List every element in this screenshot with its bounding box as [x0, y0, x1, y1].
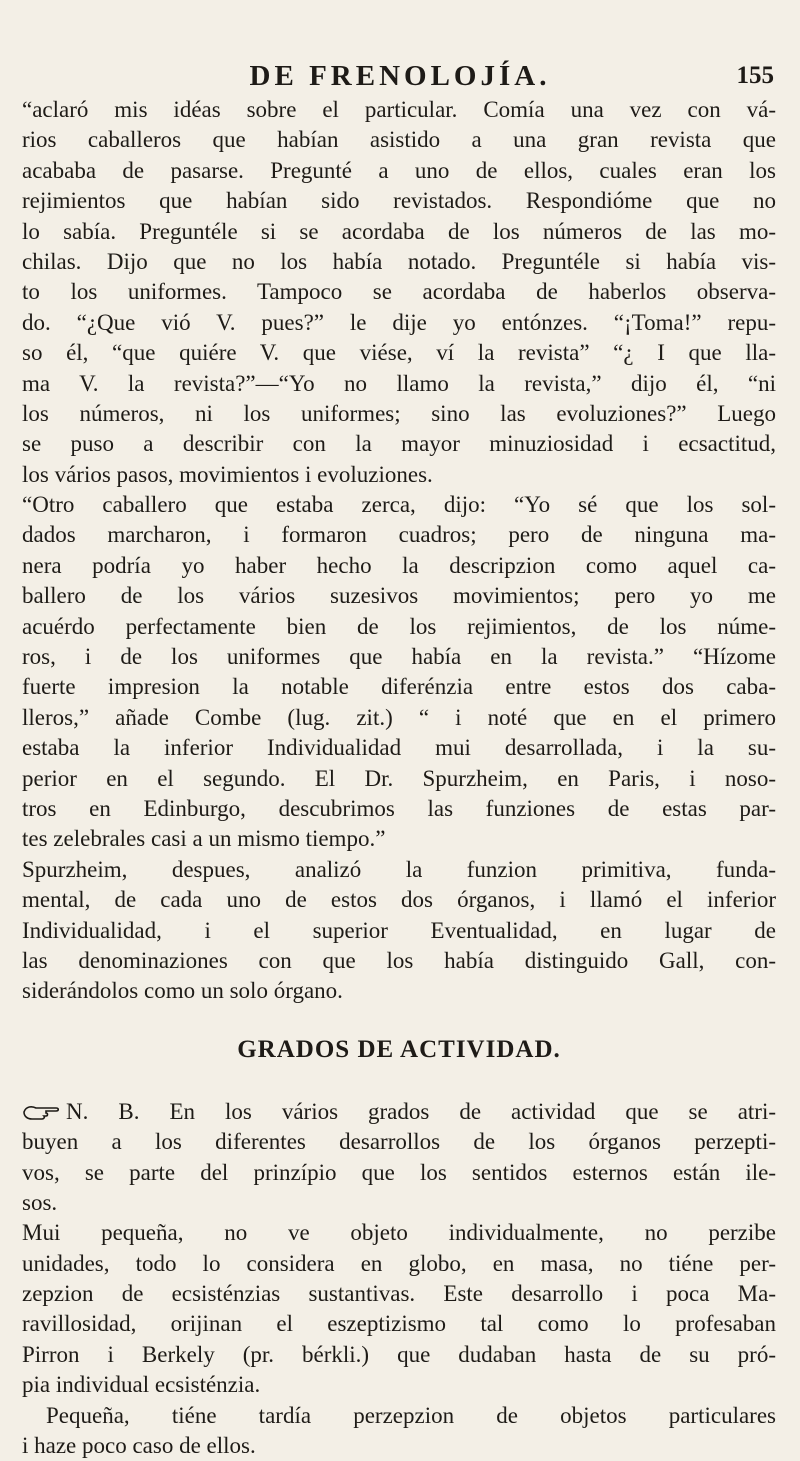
text-line: lleros,” añade Combe (lug. zit.) “ i noté que en el primero: [22, 704, 776, 730]
text-line: chilas. Dijo que no los había notado. Preguntéle si había vis-: [22, 248, 776, 274]
paragraph-review-anecdote: [22, 95, 776, 490]
text-line: so él, “que quiére V. que viése, ví la revista” “¿ I que lla-: [22, 340, 776, 366]
text-line: ravillosidad, orijinan el eszeptizismo tal como lo profesaban: [22, 1311, 776, 1337]
text-line: mental, de cada uno de estos dos órganos, i llamó el inferior: [22, 887, 776, 913]
text-line: acuérdo perfectamente bien de los rejimientos, de los núme-: [22, 613, 776, 639]
running-head: [18, 60, 782, 96]
text-line: rios caballeros que habían asistido a una gran revista que: [22, 127, 776, 153]
text-line: siderándolos como un solo órgano.: [22, 978, 343, 1004]
paragraph-spurzheim: [22, 855, 776, 1007]
text-line: tes zelebrales casi a un mismo tiempo.”: [22, 826, 386, 852]
text-line: dados marcharon, i formaron cuadros; pero de ninguna ma-: [22, 522, 776, 548]
text-line: Individualidad, i el superior Eventualidad, en lugar de: [22, 917, 776, 943]
page-body: [22, 95, 776, 1461]
pointing-hand-icon: [22, 1103, 62, 1121]
paragraph-pequena: [22, 1401, 776, 1461]
text-line: “Otro caballero que estaba zerca, dijo: “Yo sé que los sol-: [22, 492, 776, 518]
running-title: DE FRENOLOJÍA.: [249, 60, 551, 92]
text-line: Pirron i Berkely (pr. bérkli.) que dudaban hasta de su pró-: [22, 1341, 776, 1367]
text-line: to los uniformes. Tampoco se acordaba de haberlos observa-: [22, 279, 776, 305]
text-line: [22, 1097, 776, 1127]
text-line: nera podría yo haber hecho la descripzion como aquel ca-: [22, 552, 776, 578]
text-line: lo sabía. Preguntéle si se acordaba de los números de las mo-: [22, 218, 776, 244]
text-line: Mui pequeña, no ve objeto individualmente, no perzibe: [22, 1220, 776, 1246]
paragraph-second-gentleman: [22, 490, 776, 855]
text-line: estaba la inferior Individualidad mui desarrollada, i la su-: [22, 735, 776, 761]
text-line: acababa de pasarse. Pregunté a uno de ellos, cuales eran los: [22, 157, 776, 183]
text-line: los vários pasos, movimientos i evoluziones.: [22, 461, 433, 487]
text-line: sos.: [22, 1189, 58, 1215]
page-number: 155: [736, 62, 774, 89]
text-line: los números, ni los uniformes; sino las evoluziones?” Luego: [22, 400, 776, 426]
paragraph-mui-pequena: [22, 1218, 776, 1400]
text-line: tros en Edinburgo, descubrimos las funziones de estas par-: [22, 795, 776, 821]
text-line: pia individual ecsisténzia.: [22, 1372, 261, 1398]
text-line: Spurzheim, despues, analizó la funzion primitiva, funda-: [22, 856, 776, 882]
text-line: ballero de los vários suzesivos movimientos; pero yo me: [22, 583, 776, 609]
text-line: ros, i de los uniformes que había en la revista.” “Hízome: [22, 644, 776, 670]
text-line: unidades, todo lo considera en globo, en masa, no tiéne per-: [22, 1250, 776, 1276]
text-line: i haze poco caso de ellos.: [22, 1433, 256, 1459]
text-line: vos, se parte del prinzípio que los sentidos esternos están ile-: [22, 1159, 776, 1185]
text-line: ma V. la revista?”—“Yo no llamo la revista,” dijo él, “ni: [22, 370, 776, 396]
text-line: las denominaziones con que los había distinguido Gall, con-: [22, 947, 776, 973]
section-heading: GRADOS DE ACTIVIDAD.: [237, 1035, 561, 1063]
text-line: Pequeña, tiéne tardía perzepzion de objetos particulares: [46, 1402, 776, 1428]
text-line: “aclaró mis idéas sobre el particular. Comía una vez con vá-: [22, 97, 776, 122]
paragraph-nota-bene: [22, 1097, 776, 1219]
text-line: zepzion de ecsisténzias sustantivas. Este desarrollo i poca Ma-: [22, 1281, 776, 1307]
text-line: buyen a los diferentes desarrollos de los órganos perzepti-: [22, 1129, 776, 1155]
text-line: fuerte impresion la notable diferénzia entre estos dos caba-: [22, 674, 776, 700]
text-line: se puso a describir con la mayor minuziosidad i ecsactitud,: [22, 431, 776, 457]
text-line: rejimientos que habían sido revistados. Respondióme que no: [22, 188, 776, 214]
text-line: do. “¿Que vió V. pues?” le dije yo entónzes. “¡Toma!” repu-: [22, 309, 776, 335]
nota-bene-first-line: N. B. En los vários grados de actividad que se atri-: [66, 1098, 776, 1124]
text-line: perior en el segundo. El Dr. Spurzheim, en Paris, i noso-: [22, 765, 776, 791]
